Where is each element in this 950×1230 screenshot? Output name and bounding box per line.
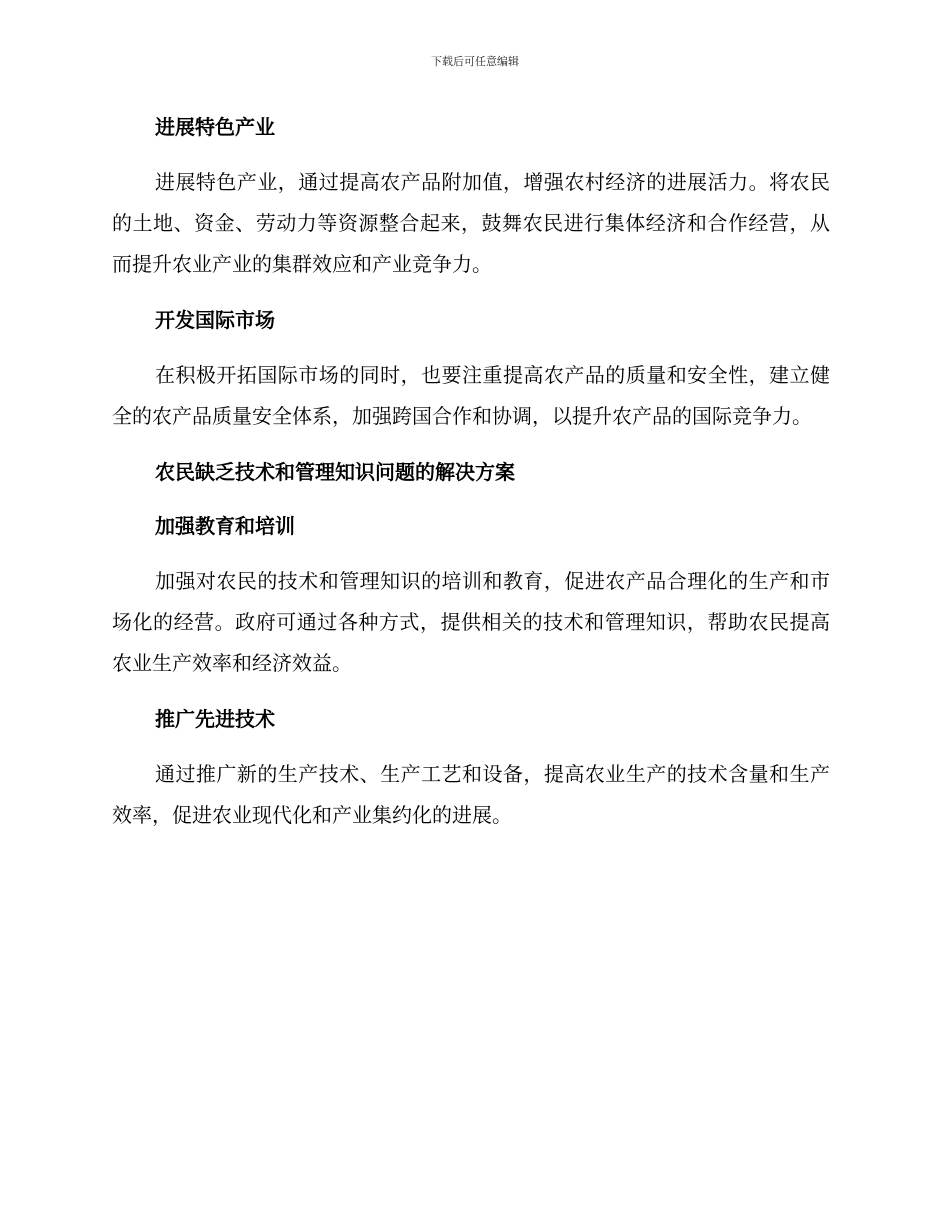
section-paragraph-international-market: 在积极开拓国际市场的同时，也要注重提高农产品的质量和安全性，建立健全的农产品质量安全体系，加强跨国合作和协调，以提升农产品的国际竞争力。 [112, 363, 830, 428]
section-heading-featured-industry: 进展特色产业 [155, 115, 275, 139]
page-header: 下载后可任意编辑 [431, 55, 519, 68]
section-paragraph-featured-industry: 进展特色产业，通过提高农产品附加值，增强农村经济的进展活力。将农民的土地、资金、劳动力等资源整合起来，鼓舞农民进行集体经济和合作经营，从而提升农业产业的集群效应和产业竞争力。 [112, 170, 830, 276]
section-heading-advanced-technology: 推广先进技术 [155, 707, 275, 731]
section-heading-international-market: 开发国际市场 [155, 308, 275, 332]
section-heading-knowledge-solution: 农民缺乏技术和管理知识问题的解决方案 [155, 460, 515, 484]
document-body [112, 108, 830, 836]
section-heading-education-training: 加强教育和培训 [155, 514, 295, 538]
section-paragraph-advanced-technology: 通过推广新的生产技术、生产工艺和设备，提高农业生产的技术含量和生产效率，促进农业现代化和产业集约化的进展。 [112, 762, 830, 827]
section-paragraph-education-training: 加强对农民的技术和管理知识的培训和教育，促进农产品合理化的生产和市场化的经营。政府可通过各种方式，提供相关的技术和管理知识，帮助农民提高农业生产效率和经济效益。 [112, 569, 830, 675]
